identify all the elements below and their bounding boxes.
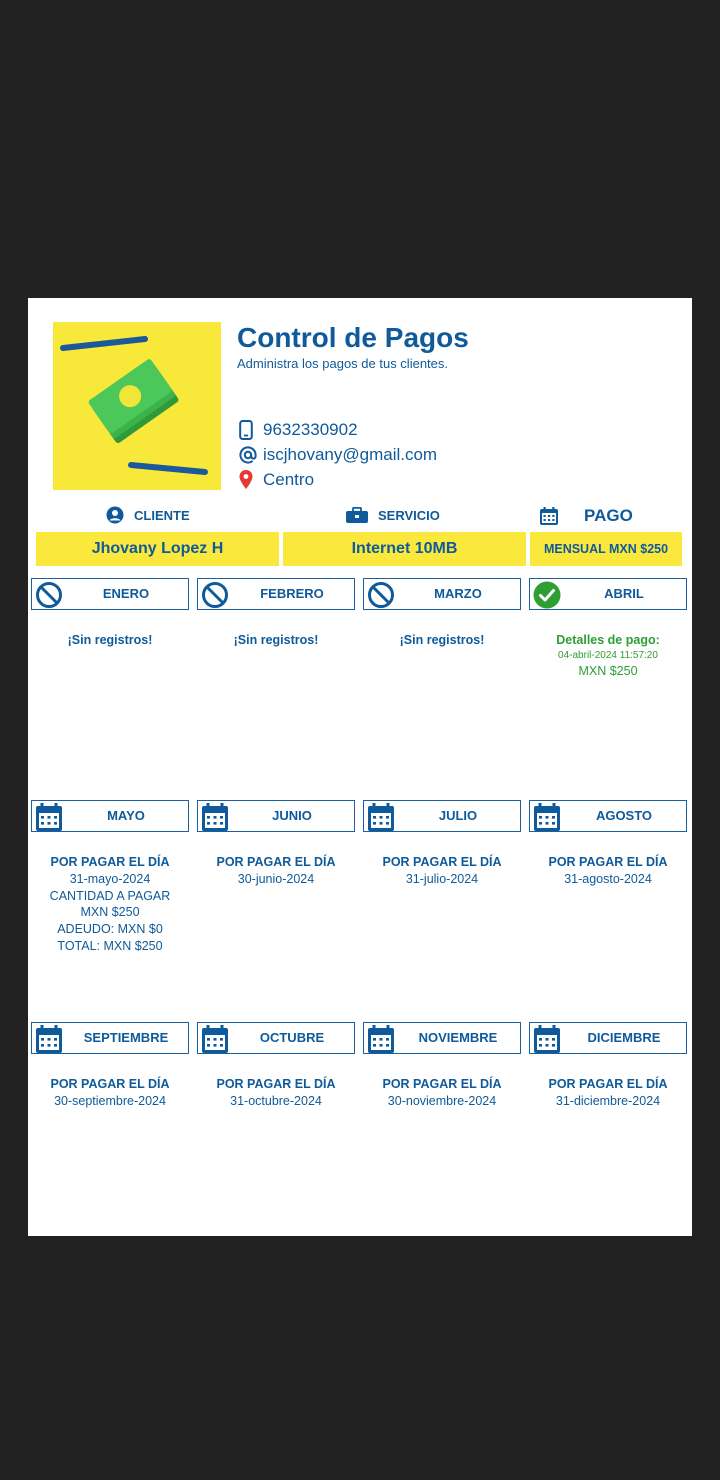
phone-icon (239, 419, 259, 441)
month-info-line: POR PAGAR EL DÍA (548, 855, 668, 869)
service-header-label: SERVICIO (378, 507, 440, 523)
month-button-junio[interactable] (197, 800, 355, 832)
page-title: Control de Pagos (237, 322, 469, 353)
service-value: Internet 10MB (283, 532, 526, 566)
month-info-diciembre (526, 1076, 690, 1110)
calendar-icon (532, 802, 562, 832)
month-info-octubre (194, 1076, 358, 1110)
client-header (106, 504, 190, 526)
location-pin-icon (239, 469, 259, 491)
month-label: DICIEMBRE (587, 1030, 661, 1045)
month-info-line: MXN $250 (578, 663, 638, 678)
month-info-line: ¡Sin registros! (233, 633, 319, 647)
month-info-line: 31-agosto-2024 (564, 871, 652, 886)
month-label: MARZO (434, 586, 482, 601)
calendar-icon (532, 1024, 562, 1054)
month-info-septiembre (28, 1076, 192, 1110)
month-info-line: POR PAGAR EL DÍA (548, 1077, 668, 1091)
month-info-junio (194, 854, 358, 888)
blocked-icon (34, 580, 64, 610)
month-info-line: ¡Sin registros! (67, 633, 153, 647)
month-info-line: 31-mayo-2024 (69, 871, 151, 886)
user-icon (106, 506, 124, 524)
calendar-icon (366, 802, 396, 832)
month-info-line: POR PAGAR EL DÍA (216, 855, 336, 869)
month-label: AGOSTO (595, 808, 653, 823)
month-button-octubre[interactable] (197, 1022, 355, 1054)
check-icon (532, 580, 562, 610)
month-info-julio (360, 854, 524, 888)
calendar-icon (34, 1024, 64, 1054)
calendar-icon (540, 507, 558, 525)
email-row[interactable] (239, 443, 437, 467)
month-info-noviembre (360, 1076, 524, 1110)
month-label: MAYO (107, 808, 145, 823)
month-info-line: Detalles de pago: (556, 633, 660, 647)
phone-text: 9632330902 (263, 420, 358, 439)
month-info-line: 31-octubre-2024 (230, 1093, 322, 1108)
month-info-abril (526, 632, 690, 680)
month-info-line: 30-junio-2024 (237, 871, 315, 886)
money-illustration-icon (53, 322, 221, 490)
month-info-line: ADEUDO: MXN $0 (57, 922, 163, 937)
month-label: JULIO (438, 808, 478, 823)
calendar-icon (200, 802, 230, 832)
location-row[interactable] (239, 468, 314, 492)
month-label: FEBRERO (260, 586, 324, 601)
calendar-icon (200, 1024, 230, 1054)
month-label: JUNIO (272, 808, 312, 823)
at-icon (239, 444, 259, 466)
month-info-line: POR PAGAR EL DÍA (382, 1077, 502, 1091)
month-label: ENERO (102, 586, 150, 601)
calendar-icon (34, 802, 64, 832)
service-header (346, 504, 440, 526)
month-label: SEPTIEMBRE (83, 1030, 169, 1045)
client-value: Jhovany Lopez H (36, 532, 279, 566)
month-info-line: 04-abril-2024 11:57:20 (558, 649, 658, 661)
page-subtitle: Administra los pagos de tus clientes. (237, 356, 448, 371)
month-info-line: CANTIDAD A PAGAR (49, 888, 171, 903)
month-info-line: 30-noviembre-2024 (387, 1093, 497, 1108)
payment-card (28, 298, 692, 1236)
month-button-marzo[interactable] (363, 578, 521, 610)
payment-header (540, 505, 633, 527)
month-info-febrero (194, 632, 358, 649)
month-button-enero[interactable] (31, 578, 189, 610)
month-button-julio[interactable] (363, 800, 521, 832)
month-button-agosto[interactable] (529, 800, 687, 832)
month-button-mayo[interactable] (31, 800, 189, 832)
blocked-icon (200, 580, 230, 610)
month-info-line: 30-septiembre-2024 (54, 1093, 166, 1108)
client-header-label: CLIENTE (134, 507, 190, 523)
payment-value: MENSUAL MXN $250 (530, 532, 682, 566)
month-info-line: POR PAGAR EL DÍA (50, 1077, 170, 1091)
location-text: Centro (263, 470, 315, 489)
email-text: iscjhovany@gmail.com (263, 445, 438, 464)
month-button-noviembre[interactable] (363, 1022, 521, 1054)
month-info-enero (28, 632, 192, 649)
app-logo (53, 322, 221, 490)
month-label: ABRIL (604, 586, 644, 601)
month-info-line: 31-diciembre-2024 (555, 1093, 661, 1108)
month-info-line: ¡Sin registros! (399, 633, 485, 647)
month-button-septiembre[interactable] (31, 1022, 189, 1054)
month-label: NOVIEMBRE (418, 1030, 498, 1045)
month-info-line: TOTAL: MXN $250 (57, 938, 163, 953)
month-info-line: POR PAGAR EL DÍA (216, 1077, 336, 1091)
month-button-diciembre[interactable] (529, 1022, 687, 1054)
month-info-line: 31-julio-2024 (405, 871, 479, 886)
month-info-marzo (360, 632, 524, 649)
payment-header-label: PAGO (584, 506, 633, 525)
month-label: OCTUBRE (259, 1030, 325, 1045)
month-info-line: POR PAGAR EL DÍA (382, 855, 502, 869)
month-info-agosto (526, 854, 690, 888)
month-button-febrero[interactable] (197, 578, 355, 610)
briefcase-icon (346, 507, 368, 523)
blocked-icon (366, 580, 396, 610)
month-button-abril[interactable] (529, 578, 687, 610)
month-info-line: MXN $250 (80, 905, 140, 920)
month-info-line: POR PAGAR EL DÍA (50, 855, 170, 869)
phone-row[interactable] (239, 418, 358, 442)
calendar-icon (366, 1024, 396, 1054)
month-info-mayo (28, 854, 192, 955)
